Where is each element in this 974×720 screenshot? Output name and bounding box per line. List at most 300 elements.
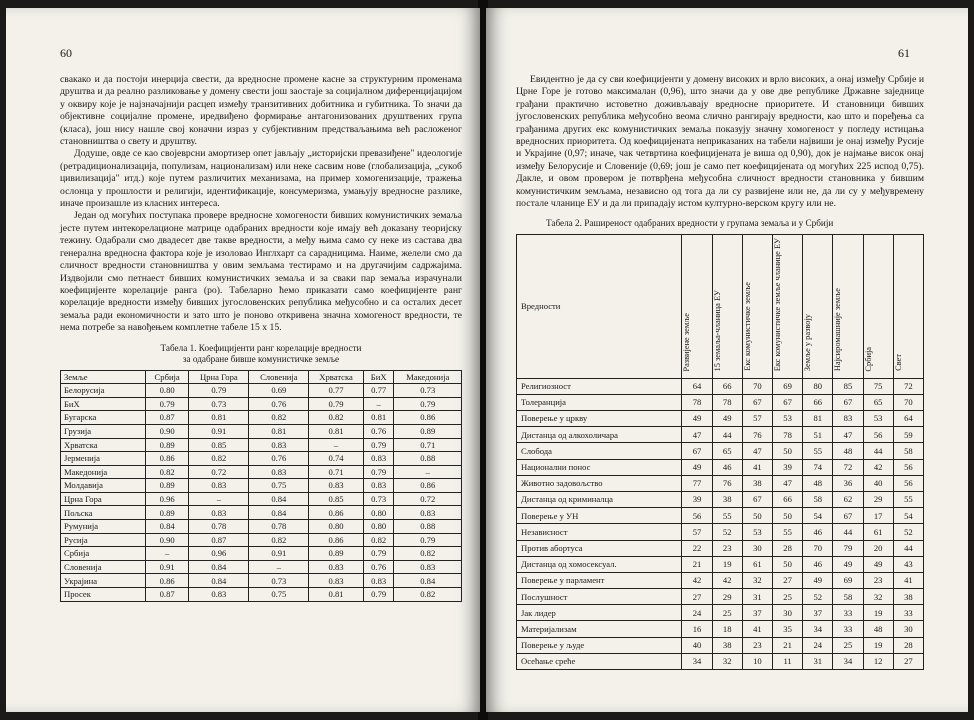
- country-cell: Јерменија: [61, 452, 146, 466]
- table-row: [517, 491, 924, 507]
- country-cell: Русија: [61, 533, 146, 547]
- value-cell: 0.83: [394, 506, 462, 520]
- value-cell: 58: [803, 491, 833, 507]
- table1-caption: [60, 343, 462, 366]
- value-name-cell: Поверење у цркву: [517, 411, 682, 427]
- value-cell: 0.78: [249, 520, 309, 534]
- value-cell: 38: [712, 637, 742, 653]
- value-cell: 41: [893, 572, 923, 588]
- value-cell: 49: [803, 572, 833, 588]
- value-cell: 58: [833, 589, 863, 605]
- value-cell: –: [146, 547, 189, 561]
- value-cell: 0.79: [363, 465, 394, 479]
- value-cell: 80: [803, 378, 833, 394]
- value-cell: 0.81: [189, 411, 249, 425]
- value-cell: 48: [803, 475, 833, 491]
- value-cell: 52: [803, 589, 833, 605]
- table-row: [517, 540, 924, 556]
- value-name-cell: Религиозност: [517, 378, 682, 394]
- value-cell: 21: [772, 637, 802, 653]
- value-cell: 41: [742, 459, 772, 475]
- value-cell: 35: [772, 621, 802, 637]
- value-cell: 49: [863, 556, 893, 572]
- value-cell: 66: [803, 394, 833, 410]
- value-cell: 24: [803, 637, 833, 653]
- country-cell: Хрватска: [61, 438, 146, 452]
- value-cell: 67: [772, 394, 802, 410]
- value-cell: 0.83: [249, 438, 309, 452]
- value-cell: 50: [772, 556, 802, 572]
- value-cell: 23: [863, 572, 893, 588]
- value-cell: 0.78: [189, 520, 249, 534]
- value-cell: 0.81: [309, 588, 364, 602]
- value-cell: 46: [803, 556, 833, 572]
- column-header-label: Екс комунистичке земље: [742, 282, 752, 372]
- value-cell: 30: [772, 605, 802, 621]
- column-header: Србија: [146, 370, 189, 384]
- table-row: [61, 479, 462, 493]
- value-cell: 46: [712, 459, 742, 475]
- value-name-cell: Поверење у парламент: [517, 572, 682, 588]
- table1-caption-line1: Табела 1. Коефицијенти ранг корелације вредности: [160, 342, 362, 353]
- value-cell: 75: [863, 378, 893, 394]
- value-cell: 29: [712, 589, 742, 605]
- value-cell: 81: [803, 411, 833, 427]
- value-cell: 31: [742, 589, 772, 605]
- paragraph: Евидентно је да су сви коефицијенти у домену високих и врло високих, а онај између Србије и Црне Горе је готово максималан (0,96), што значи да у ове две републике Државне заједнице грађани практично истоветно доживљавају вредносне приоритете. И становници бивших југословенских република међусобно веома слично рангирају вредности, као што и поређења са грађанима других екс комунистичких земаља показују значну хомогеност у погледу истицања вредносних приоритета. Од коефицијената неприказаних на табели највиши је онај између Русије и Украјине (0,97; иначе, чак четвртина коефицијената је виша од 0,90), док је најмање висок онај између Белорусије и Словеније (0,69; још је само пет коефицијената од могућих 225 испод 0,75). Дакле, и овом провером је потврђена међусобна сличност вредности становника у бившим комунистичким земљама, независно од тога да ли су развијене или не, да ли су у међувремену постале чланице ЕУ и да ли припадају истом културно-верском кругу или не.: [516, 74, 924, 210]
- value-cell: 67: [742, 491, 772, 507]
- country-cell: Молдавија: [61, 479, 146, 493]
- value-cell: 47: [682, 427, 712, 443]
- table-row: [517, 411, 924, 427]
- value-cell: 65: [863, 394, 893, 410]
- value-cell: 0.90: [146, 533, 189, 547]
- value-cell: 24: [682, 605, 712, 621]
- value-cell: 55: [712, 508, 742, 524]
- value-cell: 12: [863, 653, 893, 669]
- column-header: БиХ: [363, 370, 394, 384]
- value-cell: 0.72: [189, 465, 249, 479]
- table-row: [61, 533, 462, 547]
- value-cell: 67: [742, 394, 772, 410]
- value-cell: –: [249, 560, 309, 574]
- value-cell: 48: [833, 443, 863, 459]
- value-cell: 0.83: [309, 479, 364, 493]
- table-row: [517, 637, 924, 653]
- value-cell: 37: [742, 605, 772, 621]
- value-cell: 33: [893, 605, 923, 621]
- value-cell: 34: [833, 653, 863, 669]
- value-cell: 0.71: [309, 465, 364, 479]
- value-cell: 0.84: [394, 574, 462, 588]
- column-header-label: Најсиромашније земље: [833, 288, 843, 372]
- value-cell: 44: [893, 540, 923, 556]
- value-cell: 56: [863, 427, 893, 443]
- value-cell: 25: [833, 637, 863, 653]
- table-row: [517, 572, 924, 588]
- value-cell: 50: [772, 508, 802, 524]
- column-header: [803, 234, 833, 378]
- value-cell: 23: [742, 637, 772, 653]
- value-cell: 0.89: [146, 479, 189, 493]
- table-header-row: [517, 234, 924, 378]
- value-cell: 70: [803, 540, 833, 556]
- value-cell: 0.82: [394, 547, 462, 561]
- table-row: [517, 443, 924, 459]
- value-cell: 52: [893, 524, 923, 540]
- value-name-cell: Дистанца од криминалца: [517, 491, 682, 507]
- country-cell: Црна Гора: [61, 492, 146, 506]
- column-header: [863, 234, 893, 378]
- value-cell: 0.89: [146, 438, 189, 452]
- value-name-cell: Поверење у људе: [517, 637, 682, 653]
- table-row: [517, 459, 924, 475]
- value-cell: 32: [712, 653, 742, 669]
- value-cell: 0.96: [146, 492, 189, 506]
- value-cell: 0.86: [394, 479, 462, 493]
- country-cell: БиХ: [61, 397, 146, 411]
- value-cell: 55: [893, 491, 923, 507]
- paragraph: Један од могућих поступака провере вредносне хомогености бивших комунистичких земаља јесте путем интекорелационе матрице одабраних вредности које имају већ доказану теоријску тежину. Одабрали смо двадесет две такве вредности, а међу њима само су неке из састава два генерална вредносна фактора које је изоловао Инглхарт са сарадницима. Наиме, желели смо да сличност вредности становништва у овим земљама тестирамо и на другачијим садржајима. Издвојили смо петнаест бивших комунистичких земаља и за сваки пар земаља израчунали коефицијенте корелације ранга (ро). Табеларно ћемо приказати само коефицијенте ранг корелације вредности између бивших југословенских република међусобно и са осталих десет земаља ради економичности и зато што је поново откривена значна хомогеност вредности, те нема потребе за навођењем комплетне табеле 15 х 15.: [60, 210, 462, 334]
- table-row: [517, 524, 924, 540]
- value-cell: 0.79: [189, 384, 249, 398]
- value-cell: 33: [833, 605, 863, 621]
- value-cell: 54: [893, 508, 923, 524]
- value-cell: 56: [893, 459, 923, 475]
- country-cell: Белорусија: [61, 384, 146, 398]
- value-cell: 77: [682, 475, 712, 491]
- table2-caption: Табела 2. Раширеност одабраних вредности у групама земаља и у Србији: [546, 218, 834, 229]
- value-cell: 39: [772, 459, 802, 475]
- value-cell: 0.83: [249, 465, 309, 479]
- value-cell: 0.87: [146, 588, 189, 602]
- value-cell: 0.76: [363, 560, 394, 574]
- value-cell: 0.80: [363, 520, 394, 534]
- right-page: [486, 8, 968, 712]
- value-cell: 0.71: [394, 438, 462, 452]
- value-cell: 76: [742, 427, 772, 443]
- value-cell: 46: [803, 524, 833, 540]
- value-cell: 42: [682, 572, 712, 588]
- table-row: [61, 506, 462, 520]
- table-row: [61, 452, 462, 466]
- value-cell: –: [309, 438, 364, 452]
- value-cell: 31: [803, 653, 833, 669]
- country-cell: Македонија: [61, 465, 146, 479]
- value-cell: 44: [863, 443, 893, 459]
- table-header-row: [61, 370, 462, 384]
- table-row: [61, 411, 462, 425]
- value-cell: 27: [772, 572, 802, 588]
- value-cell: 0.85: [309, 492, 364, 506]
- value-name-cell: Национални понос: [517, 459, 682, 475]
- value-cell: 0.73: [394, 384, 462, 398]
- value-cell: 0.89: [394, 424, 462, 438]
- value-cell: 0.83: [189, 506, 249, 520]
- value-cell: 28: [772, 540, 802, 556]
- column-header: [772, 234, 802, 378]
- value-cell: 0.89: [146, 506, 189, 520]
- value-cell: 47: [833, 427, 863, 443]
- value-cell: 38: [893, 589, 923, 605]
- value-cell: 0.76: [249, 397, 309, 411]
- column-header-label: Екс комунистичке земље чланице ЕУ: [772, 237, 782, 372]
- value-cell: 0.84: [189, 574, 249, 588]
- value-cell: 17: [863, 508, 893, 524]
- value-cell: 0.77: [363, 384, 394, 398]
- value-cell: 0.82: [146, 465, 189, 479]
- value-cell: 64: [893, 411, 923, 427]
- value-cell: –: [189, 492, 249, 506]
- value-cell: 69: [772, 378, 802, 394]
- value-cell: 0.80: [363, 506, 394, 520]
- value-cell: 30: [893, 621, 923, 637]
- value-cell: 49: [833, 556, 863, 572]
- column-header-label: Земље у развоју: [803, 314, 813, 372]
- value-cell: 0.85: [189, 438, 249, 452]
- value-cell: 0.86: [146, 452, 189, 466]
- value-cell: 0.73: [363, 492, 394, 506]
- value-cell: 56: [893, 475, 923, 491]
- value-cell: 72: [893, 378, 923, 394]
- value-cell: 10: [742, 653, 772, 669]
- value-cell: 53: [863, 411, 893, 427]
- value-cell: –: [363, 397, 394, 411]
- column-header: [893, 234, 923, 378]
- value-cell: 21: [682, 556, 712, 572]
- value-cell: 0.73: [189, 397, 249, 411]
- value-cell: 58: [893, 443, 923, 459]
- values-table: [516, 234, 924, 670]
- table-row: [517, 378, 924, 394]
- value-cell: 0.76: [249, 452, 309, 466]
- value-cell: 85: [833, 378, 863, 394]
- value-cell: 23: [712, 540, 742, 556]
- value-cell: 0.81: [309, 424, 364, 438]
- value-cell: 27: [893, 653, 923, 669]
- country-cell: Бугарска: [61, 411, 146, 425]
- column-header: Земље: [61, 370, 146, 384]
- table-row: [61, 547, 462, 561]
- value-cell: 57: [742, 411, 772, 427]
- value-cell: 0.81: [249, 424, 309, 438]
- value-cell: 11: [772, 653, 802, 669]
- value-cell: 55: [803, 443, 833, 459]
- table-row: [61, 438, 462, 452]
- value-name-cell: Послушност: [517, 589, 682, 605]
- value-cell: 44: [712, 427, 742, 443]
- value-cell: 37: [803, 605, 833, 621]
- column-header-label: Србија: [863, 346, 873, 372]
- value-cell: 0.81: [363, 411, 394, 425]
- value-cell: 25: [712, 605, 742, 621]
- table-row: [517, 427, 924, 443]
- value-cell: 0.84: [146, 520, 189, 534]
- value-cell: 76: [712, 475, 742, 491]
- value-cell: 0.84: [249, 506, 309, 520]
- value-cell: 48: [863, 621, 893, 637]
- value-cell: 49: [682, 459, 712, 475]
- value-cell: 51: [803, 427, 833, 443]
- value-cell: 32: [863, 589, 893, 605]
- value-cell: 20: [863, 540, 893, 556]
- value-cell: 0.82: [189, 452, 249, 466]
- column-header: [833, 234, 863, 378]
- table-row: [517, 475, 924, 491]
- value-cell: 0.72: [394, 492, 462, 506]
- value-cell: 18: [712, 621, 742, 637]
- column-header-label: Свет: [893, 354, 903, 372]
- value-cell: 0.83: [394, 560, 462, 574]
- value-cell: 34: [803, 621, 833, 637]
- value-cell: 0.83: [363, 452, 394, 466]
- value-cell: 0.79: [394, 397, 462, 411]
- value-cell: 27: [682, 589, 712, 605]
- value-cell: 43: [893, 556, 923, 572]
- value-cell: 0.90: [146, 424, 189, 438]
- value-cell: 38: [742, 475, 772, 491]
- left-page: [6, 8, 480, 712]
- value-name-cell: Поверење у УН: [517, 508, 682, 524]
- value-cell: 67: [833, 508, 863, 524]
- value-cell: 0.82: [394, 588, 462, 602]
- table-row: [61, 588, 462, 602]
- table-row: [61, 560, 462, 574]
- column-header-label: 15 земаља-чланица ЕУ: [712, 289, 722, 372]
- paragraph: свакако и да постоји инерција свести, да вредносне промене касне за структурним променама друштва и да реално разликовање у домену свести још заостаје за социјалном диференцијацијом у оквиру које је најзначајнији расцеп између транзитивних добитника и губитника. То значи да објективне социјалне промене, иредвиђено формирање антагонизованих друштвених група (класа), још нису нашле свој коначни израз у субјективним предстваљањима већ расложеног становништва о свету и друштву.: [60, 74, 462, 148]
- value-cell: 16: [682, 621, 712, 637]
- value-cell: 0.83: [189, 479, 249, 493]
- country-cell: Просек: [61, 588, 146, 602]
- right-text-block: [516, 74, 924, 670]
- value-cell: 67: [682, 443, 712, 459]
- value-cell: 29: [863, 491, 893, 507]
- table-row: [517, 556, 924, 572]
- value-cell: 38: [712, 491, 742, 507]
- value-name-cell: Слобода: [517, 443, 682, 459]
- table-row: [61, 520, 462, 534]
- value-cell: 0.74: [309, 452, 364, 466]
- value-cell: 42: [863, 459, 893, 475]
- country-cell: Словенија: [61, 560, 146, 574]
- value-cell: 65: [712, 443, 742, 459]
- value-cell: 50: [742, 508, 772, 524]
- value-cell: 0.83: [363, 479, 394, 493]
- value-cell: 33: [833, 621, 863, 637]
- value-cell: 0.96: [189, 547, 249, 561]
- column-header: Словенија: [249, 370, 309, 384]
- value-cell: 56: [682, 508, 712, 524]
- value-cell: 66: [712, 378, 742, 394]
- value-cell: 57: [682, 524, 712, 540]
- value-cell: 78: [772, 427, 802, 443]
- value-cell: 0.91: [189, 424, 249, 438]
- value-cell: 78: [682, 394, 712, 410]
- value-cell: 61: [863, 524, 893, 540]
- value-cell: 49: [682, 411, 712, 427]
- value-cell: 22: [682, 540, 712, 556]
- value-name-cell: Осећање среће: [517, 653, 682, 669]
- table-row: [61, 424, 462, 438]
- value-cell: 69: [833, 572, 863, 588]
- value-cell: 28: [893, 637, 923, 653]
- country-cell: Украјина: [61, 574, 146, 588]
- value-cell: 0.91: [146, 560, 189, 574]
- value-cell: 0.79: [309, 397, 364, 411]
- column-header: Црна Гора: [189, 370, 249, 384]
- value-cell: 53: [772, 411, 802, 427]
- value-cell: 0.79: [394, 533, 462, 547]
- value-cell: 66: [772, 491, 802, 507]
- value-cell: 44: [833, 524, 863, 540]
- country-cell: Пољска: [61, 506, 146, 520]
- row-header-cell: Вредности: [517, 234, 682, 378]
- value-name-cell: Дистанца од хомосексуал.: [517, 556, 682, 572]
- correlation-table: [60, 370, 462, 602]
- table-row: [517, 605, 924, 621]
- value-cell: 74: [803, 459, 833, 475]
- value-cell: 50: [772, 443, 802, 459]
- table-row: [517, 589, 924, 605]
- value-cell: 67: [833, 394, 863, 410]
- country-cell: Србија: [61, 547, 146, 561]
- value-name-cell: Против абортуса: [517, 540, 682, 556]
- value-cell: 0.83: [363, 574, 394, 588]
- value-name-cell: Дистанца од алкохоличара: [517, 427, 682, 443]
- value-name-cell: Материјализам: [517, 621, 682, 637]
- column-header-label: Развијене земље: [682, 312, 692, 372]
- column-header: [682, 234, 712, 378]
- value-cell: 0.86: [309, 506, 364, 520]
- value-cell: 0.77: [309, 384, 364, 398]
- value-cell: 0.82: [309, 411, 364, 425]
- value-cell: 62: [833, 491, 863, 507]
- value-cell: 0.87: [189, 533, 249, 547]
- table-row: [61, 465, 462, 479]
- value-cell: 53: [742, 524, 772, 540]
- column-header: [712, 234, 742, 378]
- value-cell: 0.80: [146, 384, 189, 398]
- paragraph: Додуше, овде се као својеврсни амортизер опет јављају „историјски превазиђене" идеологије (ретрадиционализација, популизам, национализам) или неке сасвим нове (глобализација, „сукоб цивилизација" итд.) које путем различитих механизама, на пример хомогенизације, тражења ослонца у прошлости и религији, идентификације, консумеризма, умањују вредносне разлике, иначе произашле из класних интереса.: [60, 148, 462, 210]
- value-name-cell: Животно задовољство: [517, 475, 682, 491]
- table-row: [61, 384, 462, 398]
- value-cell: 0.79: [146, 397, 189, 411]
- value-name-cell: Толеранција: [517, 394, 682, 410]
- value-cell: 70: [893, 394, 923, 410]
- value-cell: 0.83: [189, 588, 249, 602]
- country-cell: Румунија: [61, 520, 146, 534]
- value-cell: 78: [712, 394, 742, 410]
- value-cell: 61: [742, 556, 772, 572]
- value-cell: 54: [803, 508, 833, 524]
- table1-caption-line2: за одабране бивше комунистичке земље: [182, 354, 340, 365]
- value-cell: 40: [863, 475, 893, 491]
- value-cell: 0.79: [363, 438, 394, 452]
- value-cell: 19: [712, 556, 742, 572]
- value-cell: 0.87: [146, 411, 189, 425]
- value-cell: 0.83: [309, 560, 364, 574]
- value-cell: 39: [682, 491, 712, 507]
- value-cell: 79: [833, 540, 863, 556]
- value-cell: 32: [742, 572, 772, 588]
- value-cell: 30: [742, 540, 772, 556]
- country-cell: Грузија: [61, 424, 146, 438]
- value-cell: 70: [742, 378, 772, 394]
- value-cell: 0.82: [363, 533, 394, 547]
- value-cell: 0.84: [249, 492, 309, 506]
- value-cell: 55: [772, 524, 802, 540]
- value-cell: 47: [772, 475, 802, 491]
